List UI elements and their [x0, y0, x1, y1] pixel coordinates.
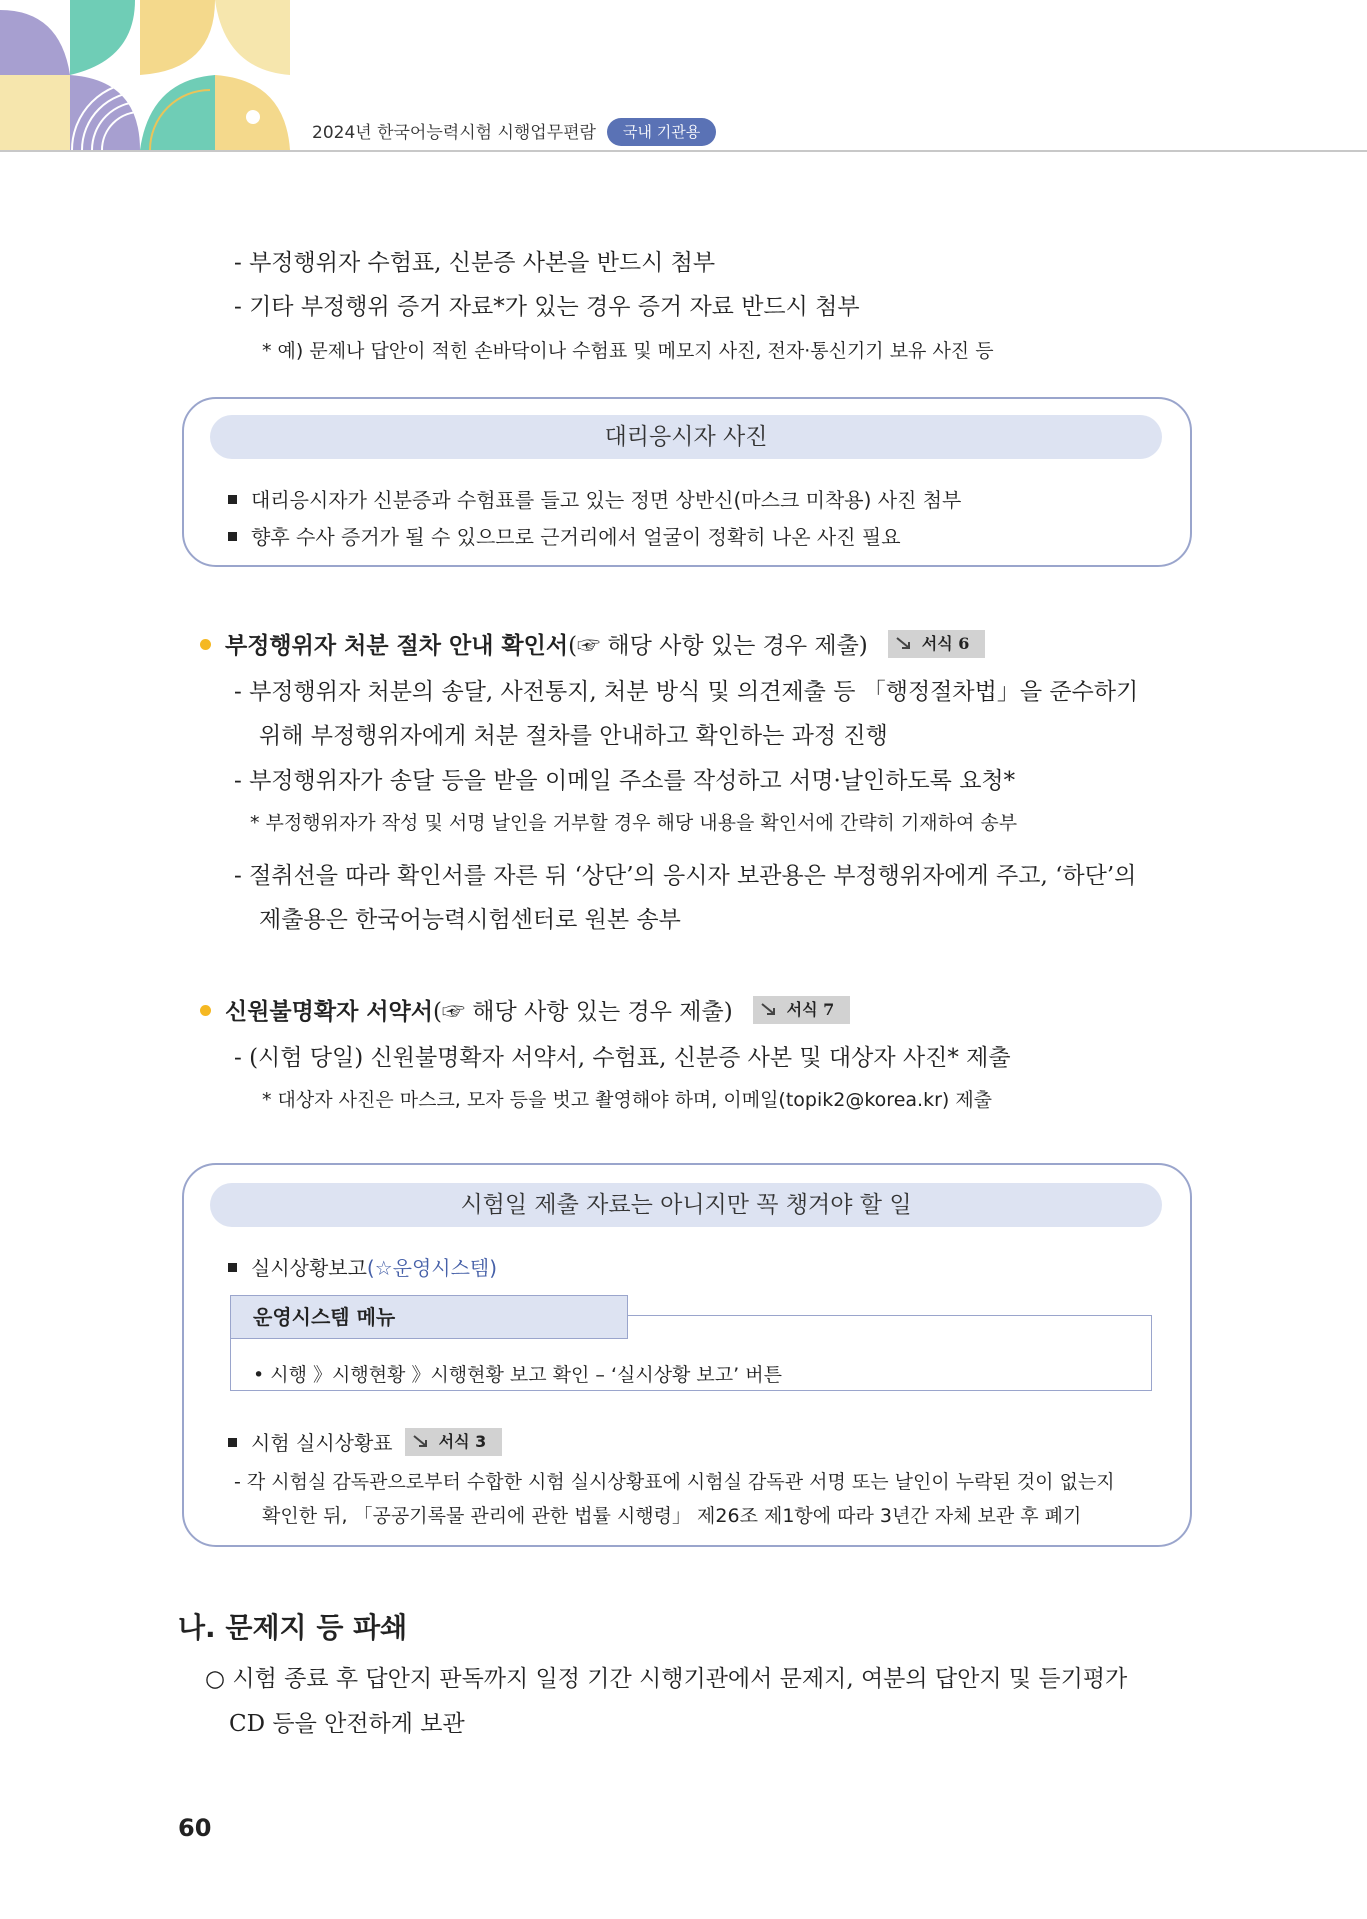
todo-box [182, 1163, 1192, 1547]
form-badge-6: 서식 6 [888, 630, 986, 658]
notice-heading: 부정행위자 처분 절차 안내 확인서(☞ 해당 사항 있는 경우 제출) 서식 6 [200, 627, 985, 661]
todo-box-title: 시험일 제출 자료는 아니지만 꼭 챙겨야 할 일 [210, 1183, 1162, 1227]
page-number: 60 [178, 1814, 212, 1842]
square-bullet-icon [228, 1263, 237, 1272]
todo-status-line-1: - 각 시험실 감독관으로부터 수합한 시험 실시상황표에 시험실 감독관 서명 또는 날인이 누락된 것이 없는지 [234, 1471, 1115, 1493]
header-decoration [0, 0, 290, 150]
evidence-note: * 예) 문제나 답안이 적힌 손바닥이나 수험표 및 메모지 사진, 전자·통신기기 보유 사진 등 [262, 340, 994, 362]
form-badge-3: 서식 3 [405, 1428, 503, 1456]
form-badge-7: 서식 7 [753, 996, 851, 1024]
proxy-photo-item-2: 향후 수사 증거가 될 수 있으므로 근거리에서 얼굴이 정확히 나온 사진 필요 [228, 521, 901, 550]
notice-line-2: - 부정행위자가 송달 등을 받을 이메일 주소를 작성하고 서명·날인하도록 요청* [234, 768, 1016, 794]
proxy-photo-item-1: 대리응시자가 신분증과 수험표를 들고 있는 정면 상반신(마스크 미착용) 사진 첨부 [228, 484, 961, 513]
notice-note: * 부정행위자가 작성 및 서명 날인을 거부할 경우 해당 내용을 확인서에 간략히 기재하여 송부 [250, 812, 1018, 834]
notice-line-3: - 절취선을 따라 확인서를 자른 뒤 ‘상단’의 응시자 보관용은 부정행위자에게 주고, ‘하단’의 [234, 863, 1137, 889]
system-menu-header: 운영시스템 메뉴 [230, 1295, 628, 1339]
yellow-bullet-icon [200, 1005, 211, 1016]
evidence-line-2: - 기타 부정행위 증거 자료*가 있는 경우 증거 자료 반드시 첨부 [234, 294, 860, 320]
notice-line-3b: 제출용은 한국어능력시험센터로 원본 송부 [259, 907, 681, 933]
section-title: 나. 문제지 등 파쇄 [178, 1611, 408, 1644]
arrow-down-right-icon [761, 1003, 777, 1017]
notice-line-1: - 부정행위자 처분의 송달, 사전통지, 처분 방식 및 의견제출 등 「행정절차법」을 준수하기 [234, 679, 1139, 705]
yellow-bullet-icon [200, 639, 211, 650]
square-bullet-icon [228, 532, 237, 541]
header-title: 2024년 한국어능력시험 시행업무편람 [312, 123, 596, 143]
proxy-photo-box [182, 397, 1192, 567]
section-line-2: CD 등을 안전하게 보관 [229, 1711, 465, 1737]
arrow-down-right-icon [896, 637, 912, 651]
pledge-note: * 대상자 사진은 마스크, 모자 등을 벗고 촬영해야 하며, 이메일(topik2@korea.kr) 제출 [262, 1089, 993, 1111]
notice-line-1b: 위해 부정행위자에게 처분 절차를 안내하고 확인하는 과정 진행 [259, 723, 888, 749]
todo-item-report: 실시상황보고(☆운영시스템) [228, 1252, 497, 1281]
pledge-heading: 신원불명확자 서약서(☞ 해당 사항 있는 경우 제출) 서식 7 [200, 993, 850, 1027]
evidence-line-1: - 부정행위자 수험표, 신분증 사본을 반드시 첨부 [234, 250, 716, 276]
section-line-1: ○ 시험 종료 후 답안지 판독까지 일정 기간 시행기관에서 문제지, 여분의 답안지 및 듣기평가 [205, 1666, 1128, 1692]
header-divider [0, 150, 1367, 152]
system-menu-path: • 시행 》시행현황 》시행현황 보고 확인 – ‘실시상황 보고’ 버튼 [253, 1364, 782, 1386]
proxy-photo-box-title: 대리응시자 사진 [210, 415, 1162, 459]
todo-status-line-2: 확인한 뒤, 「공공기록물 관리에 관한 법률 시행령」 제26조 제1항에 따라 3년간 자체 보관 후 폐기 [262, 1505, 1082, 1527]
todo-item-status-sheet: 시험 실시상황표 서식 3 [228, 1427, 502, 1459]
header-badge: 국내 기관용 [607, 118, 716, 146]
pledge-line-1: - (시험 당일) 신원불명확자 서약서, 수험표, 신분증 사본 및 대상자 사진* 제출 [234, 1045, 1011, 1071]
square-bullet-icon [228, 495, 237, 504]
arrow-down-right-icon [413, 1435, 429, 1449]
square-bullet-icon [228, 1438, 237, 1447]
